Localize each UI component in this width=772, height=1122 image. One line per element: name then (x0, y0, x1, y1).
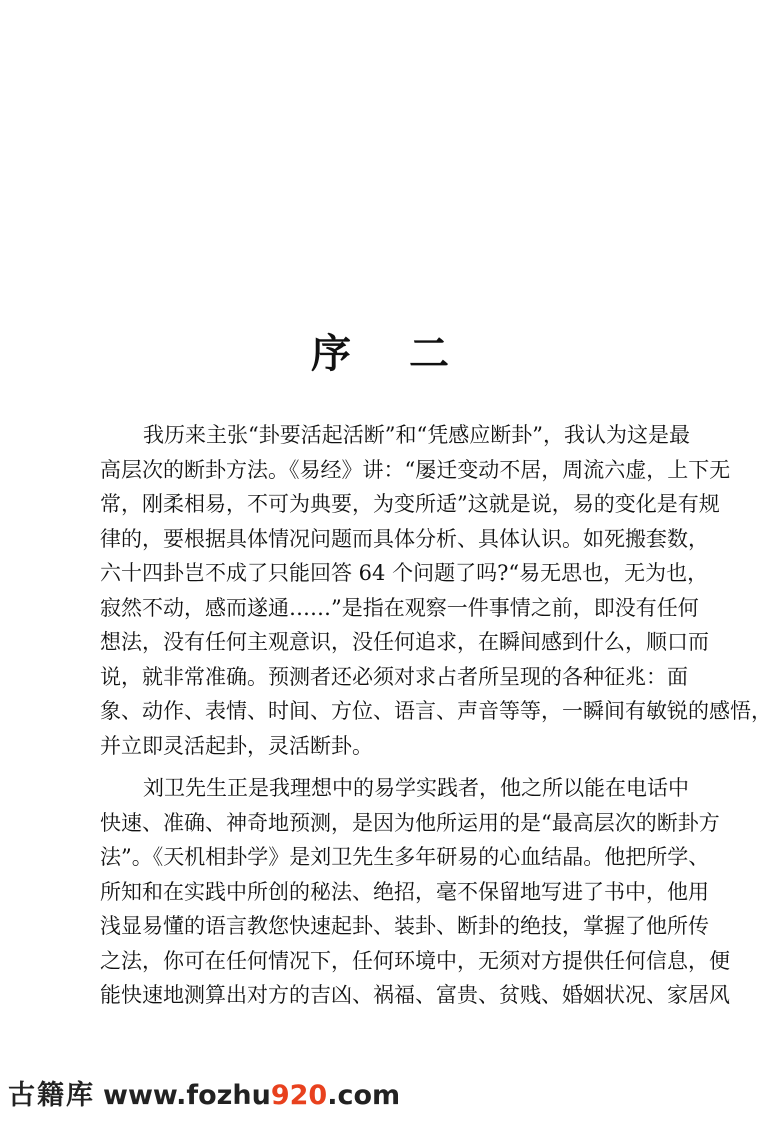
text-line: 并立即灵活起卦，灵活断卦。 (100, 733, 373, 758)
text-line: 六十四卦岂不成了只能回答 64 个问题了吗?“易无思也，无为也， (100, 561, 709, 585)
text-line: 说，就非常准确。预测者还必须对求占者所呈现的各种征兆：面 (100, 664, 688, 689)
watermark-url-prefix: www.fozhu (103, 1080, 271, 1111)
text-line: 高层次的断卦方法。《易经》讲：“屡迁变动不居，周流六虚，上下无 (100, 457, 731, 482)
page-title: 序 二 (311, 331, 471, 377)
text-line: 法”。《天机相卦学》是刘卫先生多年研易的心血结晶。他把所学、 (100, 845, 710, 869)
text-line: 想法，没有任何主观意识，没任何追求，在瞬间感到什么，顺口而 (100, 630, 709, 654)
paragraph-1 (100, 418, 772, 763)
text-line: 刘卫先生正是我理想中的易学实践者，他之所以能在电话中 (143, 776, 689, 800)
body-text (100, 418, 772, 1013)
text-line: 常，刚柔相易，不可为典要，为变所适”这就是说，易的变化是有规 (100, 492, 720, 516)
text-line: 浅显易懂的语言教您快速起卦、装卦、断卦的绝技，掌握了他所传 (100, 914, 709, 938)
watermark-site-name: 古籍库 (8, 1080, 95, 1111)
text-line: 之法，你可在任何情况下，任何环境中，无须对方提供任何信息，便 (100, 948, 730, 973)
site-watermark (8, 1076, 400, 1116)
text-line: 快速、准确、神奇地预测，是因为他所运用的是“最高层次的断卦方 (100, 810, 720, 835)
paragraph-2 (100, 771, 730, 1013)
text-line: 能快速地测算出对方的吉凶、祸福、富贵、贫贱、婚姻状况、家居风 (100, 983, 730, 1007)
text-line: 象、动作、表情、时间、方位、语言、声音等等，一瞬间有敏锐的感悟， (100, 699, 772, 723)
text-line: 所知和在实践中所创的秘法、绝招，毫不保留地写进了书中，他用 (100, 879, 709, 904)
text-line: 律的，要根据具体情况问题而具体分析、具体认识。如死搬套数， (100, 526, 709, 551)
watermark-url-number: 920 (270, 1080, 328, 1111)
text-line: 寂然不动，感而遂通……”是指在观察一件事情之前，即没有任何 (100, 595, 699, 620)
watermark-url-suffix: .com (327, 1080, 401, 1111)
text-line: 我历来主张“卦要活起活断”和“凭感应断卦”，我认为这是最 (143, 423, 690, 447)
